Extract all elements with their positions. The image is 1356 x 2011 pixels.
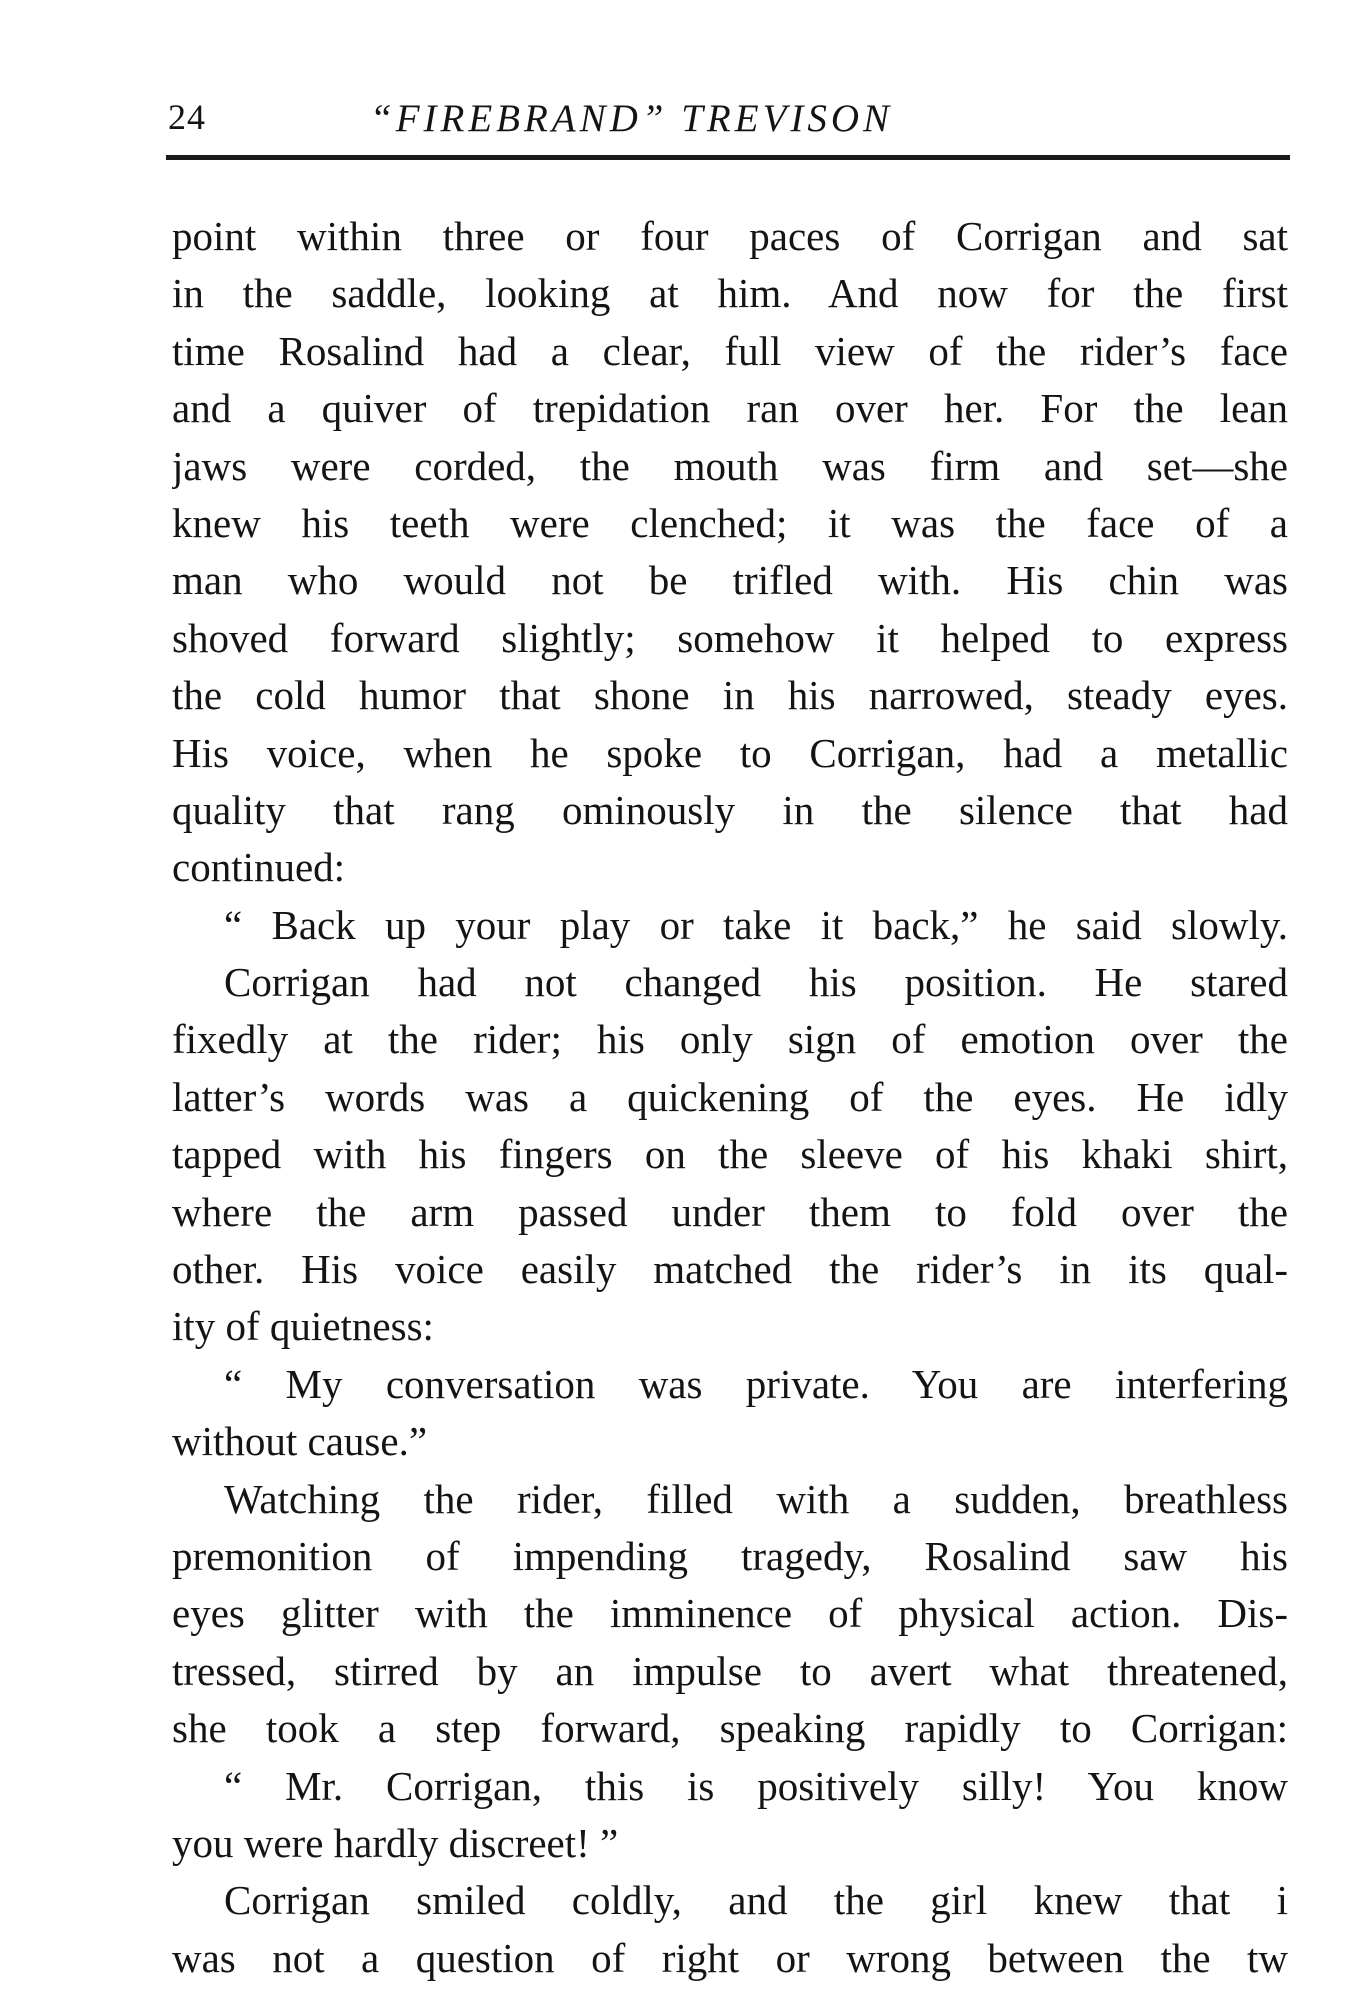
text-line: quality that rang ominously in the silence that had (172, 786, 1288, 833)
text-line: she took a step forward, speaking rapidly to Corrigan: (172, 1705, 1288, 1752)
text-line: tapped with his fingers on the sleeve of his khaki shirt, (172, 1131, 1288, 1178)
page-header (168, 96, 1288, 156)
body-text (172, 208, 1288, 1987)
text-line: Corrigan had not changed his position. He stared (224, 959, 1288, 1006)
text-line: in the saddle, looking at him. And now for the first (172, 270, 1288, 317)
text-line: man who would not be trifled with. His chin was (172, 557, 1288, 604)
text-line: jaws were corded, the mouth was firm and set—she (172, 442, 1288, 489)
text-line: His voice, when he spoke to Corrigan, had a metallic (172, 729, 1288, 776)
text-line: “ Back up your play or take it back,” he said slowly. (224, 901, 1288, 948)
text-line: tressed, stirred by an impulse to avert what threatened, (172, 1647, 1288, 1694)
text-line: and a quiver of trepidation ran over her. For the lean (172, 385, 1288, 432)
text-line: eyes glitter with the imminence of physical action. Dis- (172, 1590, 1288, 1637)
text-line: Corrigan smiled coldly, and the girl knew that i (224, 1877, 1288, 1924)
running-title: “FIREBRAND” TREVISON (370, 97, 894, 140)
text-line: without cause.” (172, 1418, 428, 1465)
text-line: the cold humor that shone in his narrowed, steady eyes. (172, 672, 1288, 719)
text-line: was not a question of right or wrong between the tw (172, 1934, 1288, 1981)
text-line: continued: (172, 844, 346, 891)
text-line: Watching the rider, filled with a sudden, breathless (224, 1475, 1288, 1522)
text-line: fixedly at the rider; his only sign of emotion over the (172, 1016, 1288, 1063)
text-line: other. His voice easily matched the rider’s in its qual- (172, 1246, 1288, 1293)
text-line: point within three or four paces of Corrigan and sat (172, 213, 1288, 259)
text-line: “ My conversation was private. You are interfering (224, 1360, 1288, 1407)
text-line: premonition of impending tragedy, Rosalind saw his (172, 1532, 1288, 1579)
page-number: 24 (168, 97, 206, 137)
text-line: ity of quietness: (172, 1303, 434, 1350)
text-line: where the arm passed under them to fold over the (172, 1188, 1288, 1235)
text-line: time Rosalind had a clear, full view of the rider’s face (172, 327, 1288, 374)
text-line: latter’s words was a quickening of the eyes. He idly (172, 1073, 1288, 1120)
header-rule (166, 155, 1290, 160)
text-line: shoved forward slightly; somehow it helped to express (172, 614, 1288, 661)
text-line: knew his teeth were clenched; it was the face of a (172, 499, 1288, 546)
text-line: you were hardly discreet! ” (172, 1819, 619, 1866)
text-line: “ Mr. Corrigan, this is positively silly! You know (224, 1762, 1288, 1809)
